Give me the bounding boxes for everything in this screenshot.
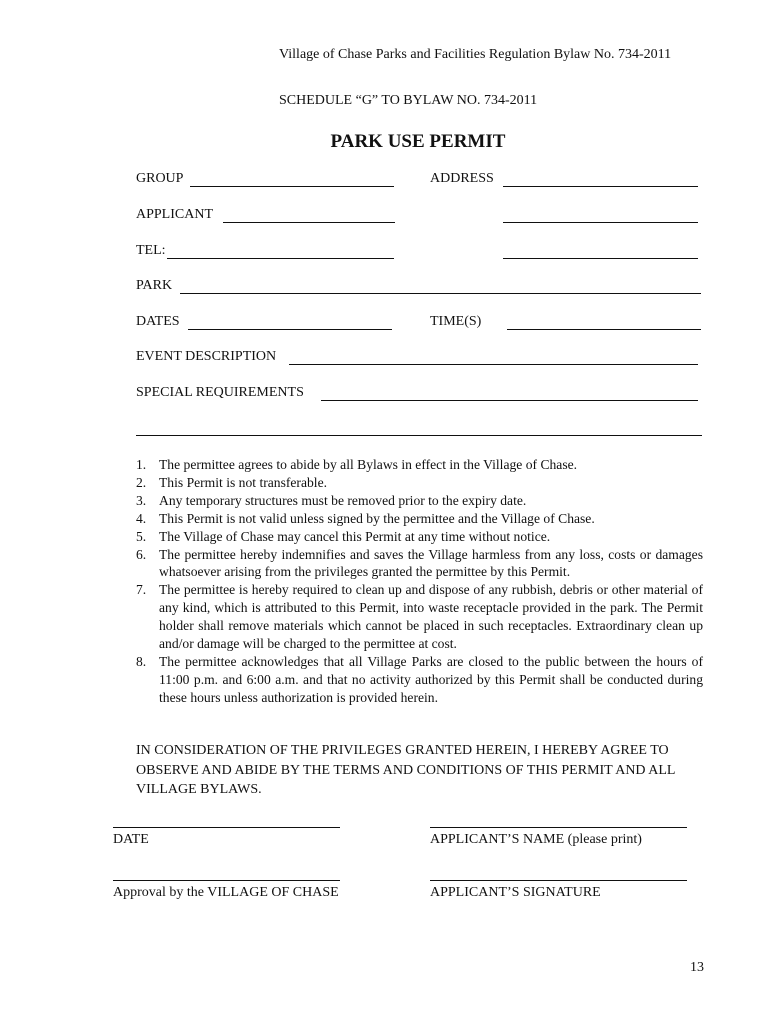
terms-list (136, 456, 703, 707)
page-title: PARK USE PERMIT (330, 131, 506, 152)
special-requirements-field[interactable] (321, 400, 698, 401)
page-number: 13 (690, 960, 704, 975)
consideration-statement: IN CONSIDERATION OF THE PRIVILEGES GRANTED HEREIN, I HEREBY AGREE TO OBSERVE AND ABIDE BY THE TERMS AND CONDITIONS OF THIS PERMIT AND ALL VILLAGE BYLAWS. (136, 743, 675, 797)
tel-field[interactable] (167, 258, 394, 259)
times-label: TIME(S) (430, 314, 482, 329)
dates-field[interactable] (188, 329, 392, 330)
special-requirements-label: SPECIAL REQUIREMENTS (136, 385, 304, 400)
date-signature-line[interactable] (113, 827, 340, 828)
applicant-signature-line[interactable] (430, 880, 687, 881)
times-field[interactable] (507, 329, 701, 330)
address-field-line-2[interactable] (503, 222, 698, 223)
group-field[interactable] (190, 186, 394, 187)
applicant-label: APPLICANT (136, 207, 214, 222)
date-label: DATE (113, 832, 149, 847)
address-field-line-3[interactable] (503, 258, 698, 259)
tel-label: TEL: (136, 243, 166, 258)
approval-signature-line[interactable] (113, 880, 340, 881)
bylaw-header: Village of Chase Parks and Facilities Regulation Bylaw No. 734-2011 (279, 47, 672, 62)
address-label: ADDRESS (430, 171, 494, 186)
dates-label: DATES (136, 314, 180, 329)
term-item: 3. Any temporary structures must be removed prior to the expiry date. (136, 492, 527, 508)
approval-label: Approval by the VILLAGE OF CHASE (113, 885, 339, 900)
term-item: 7. The permittee is hereby required to clean up and dispose of any rubbish, debris or other material of any kind, which is attributed to this Permit, into waste receptacle provided in the park. The Permit holder shall remove materials which cannot be placed in such receptacles. Extraordinary clean up and/or damage will be charged to the permittee at cost. (136, 582, 703, 652)
group-label: GROUP (136, 171, 184, 186)
term-item: 1. The permittee agrees to abide by all Bylaws in effect in the Village of Chase. (136, 457, 578, 472)
applicant-signature-label: APPLICANT’S SIGNATURE (430, 885, 601, 900)
term-item: 2. This Permit is not transferable. (136, 474, 327, 490)
special-requirements-field-2[interactable] (136, 435, 702, 436)
park-label: PARK (136, 278, 173, 293)
term-item: 8. The permittee acknowledges that all Village Parks are closed to the public between the hours of 11:00 p.m. and 6:00 a.m. and that no activity authorized by this Permit shall be conducted during these hours unless authorization is provided herein. (136, 653, 703, 705)
applicant-name-label: APPLICANT’S NAME (please print) (430, 832, 642, 847)
applicant-name-line[interactable] (430, 827, 687, 828)
term-item: 6. The permittee hereby indemnifies and saves the Village harmless from any loss, costs or damages whatsoever arising from the privileges granted the permittee by this Permit. (136, 546, 703, 580)
park-field[interactable] (180, 293, 701, 294)
applicant-field[interactable] (223, 222, 395, 223)
event-description-field[interactable] (289, 364, 698, 365)
term-item: 4. This Permit is not valid unless signed by the permittee and the Village of Chase. (136, 510, 595, 526)
event-description-label: EVENT DESCRIPTION (136, 349, 277, 364)
term-item: 5. The Village of Chase may cancel this Permit at any time without notice. (136, 528, 551, 544)
schedule-heading: SCHEDULE “G” TO BYLAW NO. 734-2011 (279, 93, 538, 108)
address-field-line-1[interactable] (503, 186, 698, 187)
